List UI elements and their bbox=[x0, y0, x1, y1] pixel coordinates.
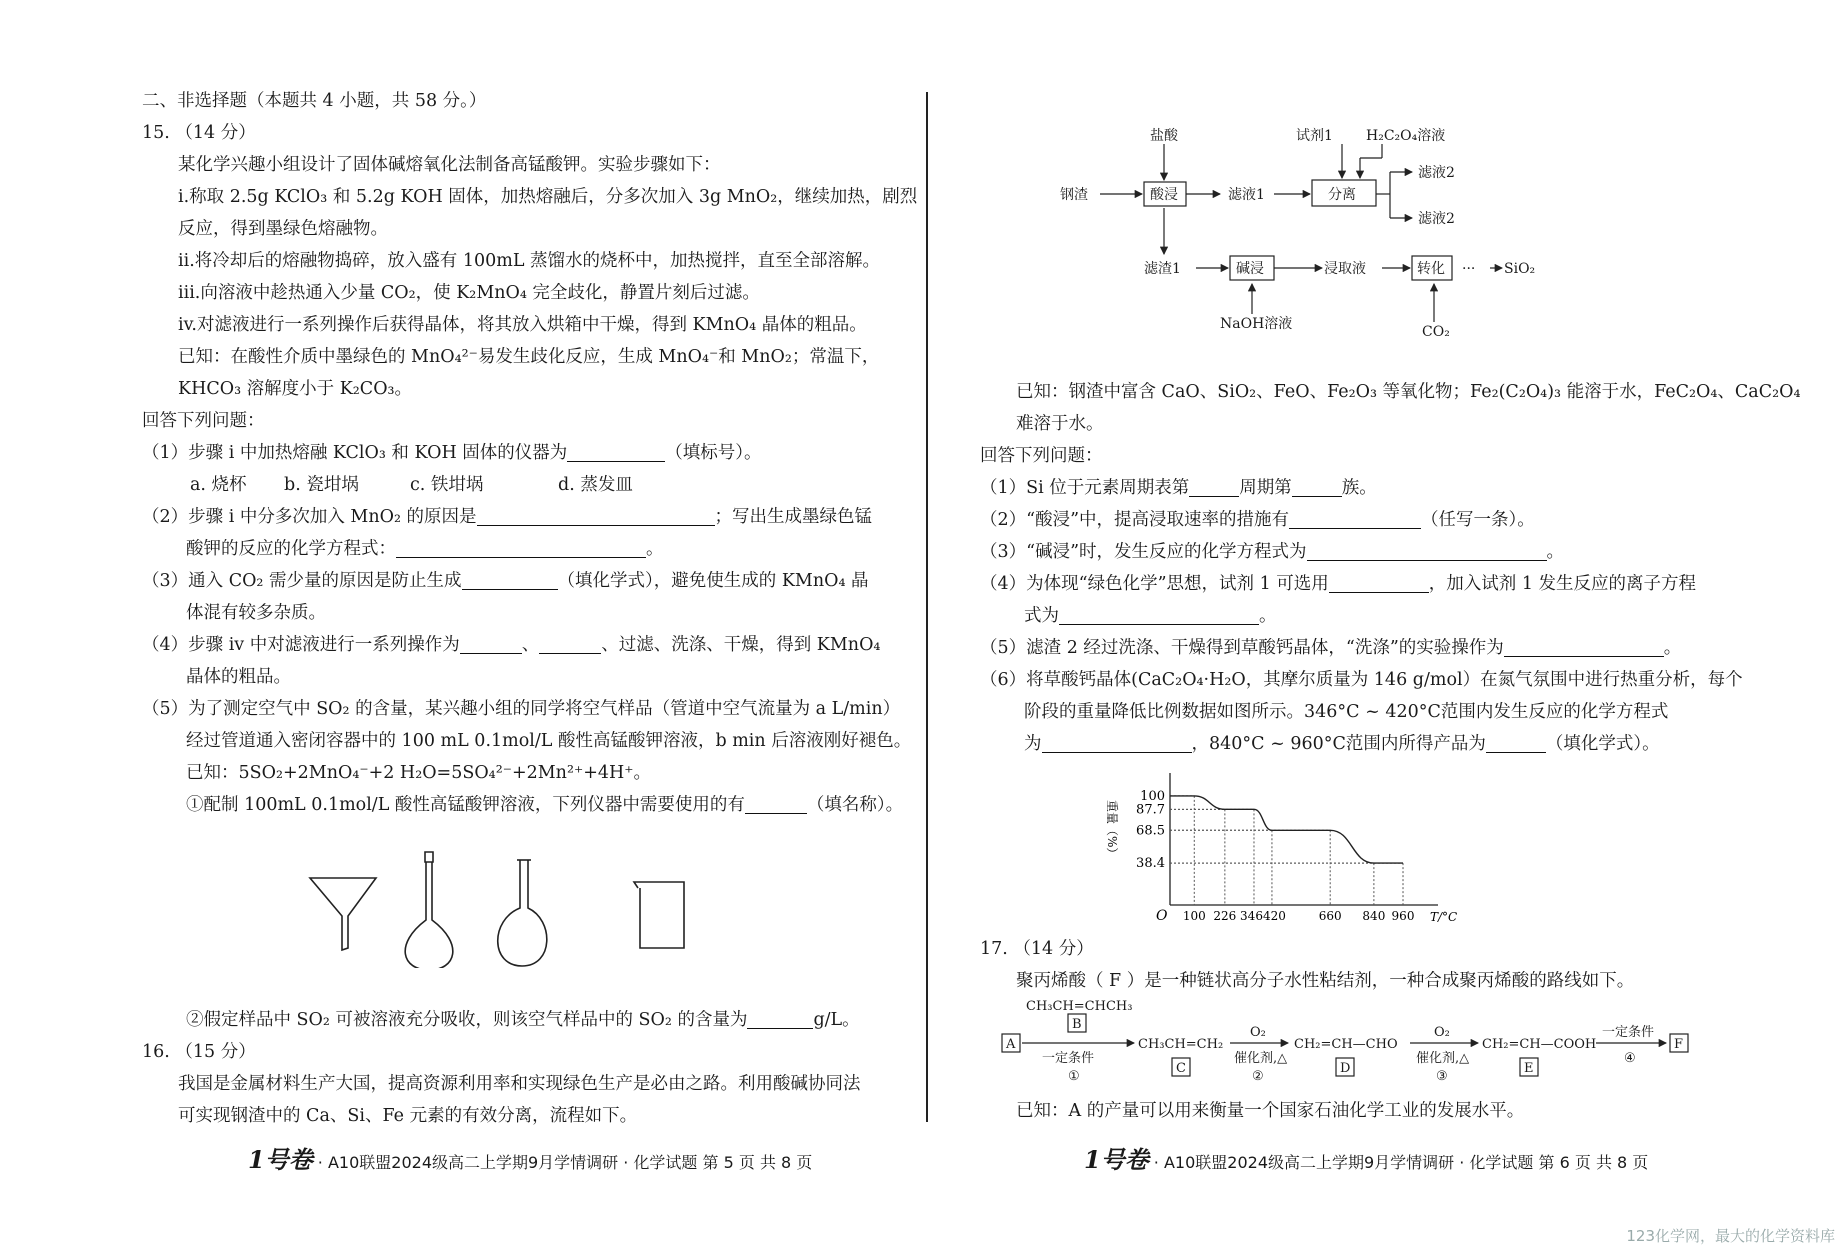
q16-heading: 16. （15 分） bbox=[142, 1042, 256, 1062]
flow-alkali-leach: 碱浸 bbox=[1236, 261, 1264, 277]
synth-step3: ③ bbox=[1436, 1069, 1448, 1084]
flow-filtrate2-bottom: 滤液2 bbox=[1418, 211, 1455, 227]
flow-leachate: 浸取液 bbox=[1324, 261, 1366, 277]
q16-question-2: （2）“酸浸”中，提高浸取速率的措施有 （任写一条）。 bbox=[980, 510, 1535, 530]
funnel-icon bbox=[310, 878, 376, 950]
question-3: （3）通入 CO₂ 需少量的原因是防止生成 （填化学式），避免使生成的 KMnO₄ 晶 bbox=[142, 571, 869, 591]
chart-ylabel: 重量（%） bbox=[1105, 800, 1119, 860]
step-4: iv.对滤液进行一系列操作后获得晶体，将其放入烘箱中干燥，得到 KMnO₄ 晶体的粗品。 bbox=[178, 315, 867, 335]
step-1: i.称取 2.5g KClO₃ 和 5.2g KOH 固体，加热熔融后，分多次加入 3g MnO₂，继续加热，剧烈 bbox=[178, 187, 918, 207]
question-4-cont: 晶体的粗品。 bbox=[186, 667, 291, 687]
answer-blank[interactable] bbox=[477, 505, 715, 526]
answer-blank[interactable] bbox=[462, 569, 558, 590]
page-divider bbox=[926, 92, 928, 1122]
question-5-equation: 已知：5SO₂+2MnO₄⁻+2 H₂O=5SO₄²⁻+2Mn²⁺+4H⁺。 bbox=[186, 763, 651, 783]
flow-sio2: SiO₂ bbox=[1504, 261, 1536, 277]
exam-logo: 1号卷 bbox=[1084, 1145, 1149, 1174]
q17-known: 已知：A 的产量可以用来衡量一个国家石油化学工业的发展水平。 bbox=[1016, 1101, 1525, 1121]
known-2: KHCO₃ 溶解度小于 K₂CO₃。 bbox=[178, 379, 413, 399]
q17-heading: 17. （14 分） bbox=[980, 939, 1094, 959]
flow-co2: CO₂ bbox=[1422, 324, 1450, 338]
synth-F: F bbox=[1674, 1037, 1684, 1052]
answer-blank[interactable] bbox=[745, 793, 807, 814]
option-a: a. 烧杯 bbox=[190, 475, 247, 495]
answer-blank[interactable] bbox=[1486, 732, 1546, 753]
flow-convert: 转化 bbox=[1417, 261, 1445, 277]
answer-blank[interactable] bbox=[1189, 476, 1239, 497]
synth-reagent-top: CH₃CH=CHCH₃ bbox=[1026, 999, 1133, 1014]
q16-question-1: （1）Si 位于元素周期表第 周期第 族。 bbox=[980, 478, 1377, 498]
flow-separate: 分离 bbox=[1328, 187, 1356, 203]
synth-product-D: CH₂=CH—CHO bbox=[1294, 1037, 1398, 1052]
chart-xtick-label: 100 bbox=[1182, 909, 1206, 923]
q16-question-5: （5）滤渣 2 经过洗涤、干燥得到草酸钙晶体，“洗涤”的实验操作为 。 bbox=[980, 638, 1682, 658]
synth-A: A bbox=[1006, 1037, 1016, 1052]
answer-blank[interactable] bbox=[396, 537, 646, 558]
synth-B: B bbox=[1072, 1017, 1082, 1032]
question-5-part1: ①配制 100mL 0.1mol/L 酸性高锰酸钾溶液，下列仪器中需要使用的有 （填名称）。 bbox=[186, 795, 904, 815]
question-5-line2: 经过管道通入密闭容器中的 100 mL 0.1mol/L 酸性高锰酸钾溶液，b min 后溶液刚好褪色。 bbox=[186, 731, 912, 751]
flow-slag: 钢渣 bbox=[1060, 187, 1088, 203]
flow-dots: ··· bbox=[1462, 261, 1476, 277]
answer-prompt-right: 回答下列问题： bbox=[980, 446, 1103, 466]
synth-D: D bbox=[1340, 1061, 1351, 1076]
synth-cond4: 一定条件 bbox=[1602, 1025, 1655, 1040]
option-b: b. 瓷坩埚 bbox=[284, 475, 359, 495]
question-4: （4）步骤 iv 中对滤液进行一系列操作为 、 、过滤、洗涤、干燥，得到 KMnO₄ bbox=[142, 635, 881, 655]
chart-xtick-label: 660 bbox=[1318, 909, 1342, 923]
synth-step2: ② bbox=[1252, 1069, 1264, 1084]
chart-xtick-label: 346420 bbox=[1240, 909, 1286, 923]
question-3-cont: 体混有较多杂质。 bbox=[186, 603, 326, 623]
watermark: 123化学网，最大的化学资料库 bbox=[1626, 1227, 1835, 1245]
synth-catalyst-1: 催化剂,△ bbox=[1234, 1051, 1288, 1066]
question-2-cont: 酸钾的反应的化学方程式： 。 bbox=[186, 539, 664, 559]
chart-ytick-label: 87.7 bbox=[1136, 802, 1165, 818]
synth-product-E: CH₂=CH—COOH bbox=[1482, 1037, 1597, 1052]
chart-ytick-label: 100 bbox=[1140, 788, 1165, 804]
footer-left bbox=[248, 1140, 812, 1175]
q16-question-6-line3: 为 ，840°C ~ 960°C范围内所得产品为 （填化学式）。 bbox=[1024, 734, 1660, 754]
q16-question-6: （6）将草酸钙晶体(CaC₂O₄·H₂O，其摩尔质量为 146 g/mol）在氮气氛围中进行热重分析，每个 bbox=[980, 670, 1743, 690]
flow-hcl: 盐酸 bbox=[1150, 128, 1178, 144]
q16-intro-cont: 可实现钢渣中的 Ca、Si、Fe 元素的有效分离，流程如下。 bbox=[178, 1106, 638, 1126]
flow-filtrate1: 滤液1 bbox=[1228, 187, 1265, 203]
option-c: c. 铁坩埚 bbox=[410, 475, 484, 495]
round-bottom-flask-icon bbox=[498, 860, 547, 966]
answer-blank[interactable] bbox=[1329, 572, 1429, 593]
footer-right bbox=[1084, 1140, 1648, 1175]
q17-intro: 聚丙烯酸（ F ）是一种链状高分子水性粘结剂，一种合成聚丙烯酸的路线如下。 bbox=[1016, 971, 1635, 991]
flow-naoh: NaOH溶液 bbox=[1220, 316, 1293, 332]
answer-blank[interactable] bbox=[1307, 540, 1547, 561]
synthesis-route bbox=[998, 996, 1698, 1086]
synth-catalyst-2: 催化剂,△ bbox=[1416, 1051, 1470, 1066]
answer-blank[interactable] bbox=[1289, 508, 1421, 529]
q16-question-6-line2: 阶段的重量降低比例数据如图所示。346°C ~ 420°C范围内发生反应的化学方程式 bbox=[1024, 702, 1669, 722]
answer-prompt: 回答下列问题： bbox=[142, 411, 265, 431]
question-5: （5）为了测定空气中 SO₂ 的含量，某兴趣小组的同学将空气样品（管道中空气流量为 a L/min） bbox=[142, 699, 901, 719]
footer-right-text: · A10联盟2024级高二上学期9月学情调研 · 化学试题 第 6 页 共 8 页 bbox=[1153, 1153, 1649, 1172]
question-5-part2: ②假定样品中 SO₂ 可被溶液充分吸收，则该空气样品中的 SO₂ 的含量为 g/L。 bbox=[186, 1010, 860, 1030]
chart-xtick-label: 226 bbox=[1213, 909, 1237, 923]
step-2: ii.将冷却后的熔融物捣碎，放入盛有 100mL 蒸馏水的烧杯中，加热搅拌，直至全部溶解。 bbox=[178, 251, 880, 271]
beaker-icon bbox=[634, 882, 684, 948]
synth-o2-1: O₂ bbox=[1250, 1025, 1266, 1040]
answer-blank[interactable] bbox=[567, 441, 665, 462]
answer-blank[interactable] bbox=[747, 1008, 813, 1029]
synth-cond1: 一定条件 bbox=[1042, 1051, 1095, 1066]
answer-blank[interactable] bbox=[460, 633, 522, 654]
step-3: iii.向溶液中趁热通入少量 CO₂，使 K₂MnO₄ 完全歧化，静置片刻后过滤。 bbox=[178, 283, 760, 303]
step-1-cont: 反应，得到墨绿色熔融物。 bbox=[178, 219, 388, 239]
chart-origin: O bbox=[1156, 908, 1168, 924]
answer-blank[interactable] bbox=[1042, 732, 1192, 753]
synth-step4: ④ bbox=[1624, 1051, 1636, 1066]
synth-o2-2: O₂ bbox=[1434, 1025, 1450, 1040]
glassware-illustrations bbox=[292, 848, 892, 968]
q16-intro: 我国是金属材料生产大国，提高资源利用率和实现绿色生产是必由之路。利用酸碱协同法 bbox=[178, 1074, 861, 1094]
question-1: （1）步骤 i 中加热熔融 KClO₃ 和 KOH 固体的仪器为 （填标号）。 bbox=[142, 443, 762, 463]
chart-ytick-label: 38.4 bbox=[1136, 856, 1165, 872]
q16-question-4: （4）为体现“绿色化学”思想，试剂 1 可选用 ，加入试剂 1 发生反应的离子方程 bbox=[980, 574, 1697, 594]
flow-h2c2o4: H₂C₂O₄溶液 bbox=[1366, 128, 1446, 144]
chart-xlabel: T/°C bbox=[1430, 910, 1458, 924]
q16-question-3: （3）“碱浸”时，发生反应的化学方程式为 。 bbox=[980, 542, 1565, 562]
q15-intro: 某化学兴趣小组设计了固体碱熔氧化法制备高锰酸钾。实验步骤如下： bbox=[178, 155, 721, 175]
footer-left-text: · A10联盟2024级高二上学期9月学情调研 · 化学试题 第 5 页 共 8 页 bbox=[317, 1153, 813, 1172]
option-d: d. 蒸发皿 bbox=[558, 475, 633, 495]
q16-known-1: 已知：钢渣中富含 CaO、SiO₂、FeO、Fe₂O₃ 等氧化物；Fe₂(C₂O₄)₃ 能溶于水，FeC₂O₄、CaC₂O₄ bbox=[1016, 382, 1801, 402]
section-heading: 二、非选择题（本题共 4 小题，共 58 分。） bbox=[142, 91, 487, 111]
chart-xtick-label: 960 bbox=[1391, 909, 1415, 923]
process-flow-diagram bbox=[1060, 118, 1540, 338]
synth-product-C: CH₃CH=CH₂ bbox=[1138, 1037, 1224, 1052]
question-2: （2）步骤 i 中分多次加入 MnO₂ 的原因是 ；写出生成墨绿色锰 bbox=[142, 507, 873, 527]
chart-mass-curve bbox=[1170, 796, 1403, 863]
synth-E: E bbox=[1524, 1061, 1534, 1076]
q15-heading: 15. （14 分） bbox=[142, 123, 256, 143]
answer-blank[interactable] bbox=[1504, 636, 1664, 657]
chart-xtick-label: 840 bbox=[1362, 909, 1386, 923]
exam-logo: 1号卷 bbox=[248, 1145, 313, 1174]
q16-question-4-cont: 式为 。 bbox=[1024, 606, 1277, 626]
known-1: 已知：在酸性介质中墨绿色的 MnO₄²⁻易发生歧化反应，生成 MnO₄⁻和 MnO₂；常温下， bbox=[178, 347, 880, 367]
synth-C: C bbox=[1176, 1061, 1186, 1076]
flow-acid-leach: 酸浸 bbox=[1150, 187, 1178, 203]
answer-blank[interactable] bbox=[1292, 476, 1342, 497]
flow-filtrate2-top: 滤液2 bbox=[1418, 165, 1455, 181]
volumetric-flask-icon bbox=[405, 852, 453, 968]
flow-reagent1: 试剂1 bbox=[1296, 128, 1333, 144]
chart-ytick-label: 68.5 bbox=[1136, 823, 1165, 839]
flow-residue1: 滤渣1 bbox=[1144, 261, 1181, 277]
answer-blank[interactable] bbox=[1059, 604, 1259, 625]
tga-chart bbox=[1100, 770, 1490, 930]
q16-known-2: 难溶于水。 bbox=[1016, 414, 1104, 434]
answer-blank[interactable] bbox=[539, 633, 601, 654]
synth-step1: ① bbox=[1068, 1069, 1080, 1084]
